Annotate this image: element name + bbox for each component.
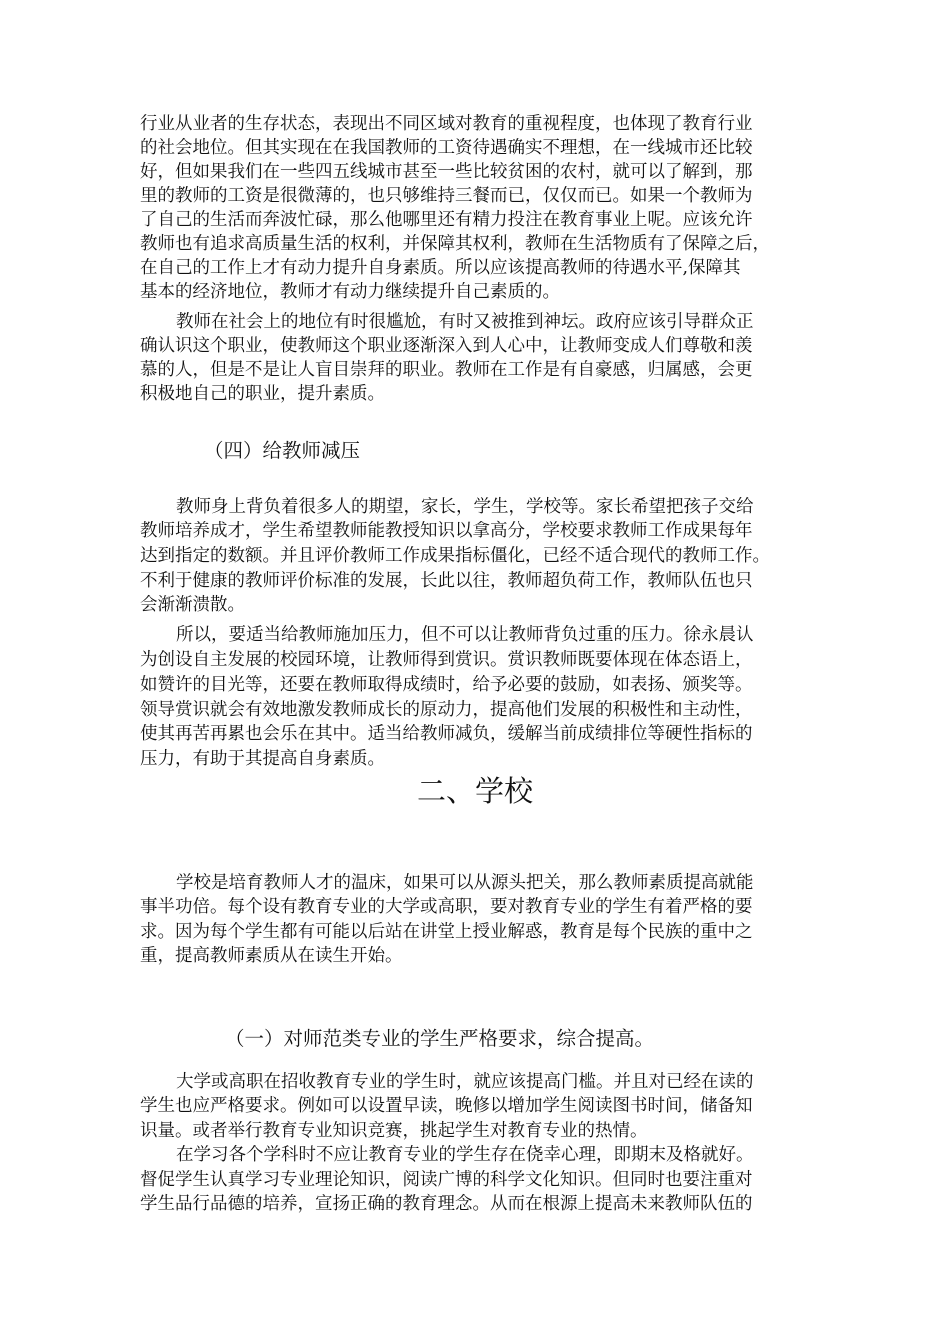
text-line: 学生品行品德的培养，宣扬正确的教育理念。从而在根源上提高未来教师队伍的 [140,1194,753,1214]
text-line: 在自己的工作上才有动力提升自身素质。所以应该提高教师的待遇水平,保障其 [140,258,741,278]
text-line: 会渐渐溃散。 [140,595,245,615]
text-line: 了自己的生活而奔波忙碌，那么他哪里还有精力投注在教育事业上呢。应该允许 [140,210,753,230]
text-line: 确认识这个职业，使教师这个职业逐渐深入到人心中，让教师变成人们尊敬和羡 [140,336,753,356]
text-line: 求。因为每个学生都有可能以后站在讲堂上授业解惑，教育是每个民族的重中之 [140,922,753,942]
text-line: 压力，有助于其提高自身素质。 [140,749,385,769]
text-line: 为创设自主发展的校园环境，让教师得到赏识。赏识教师既要体现在体态语上， [140,650,753,670]
text-line: 如赞许的目光等，还要在教师取得成绩时，给予必要的鼓励，如表扬、颁奖等。 [140,675,753,695]
text-line: 学校是培育教师人才的温床，如果可以从源头把关，那么教师素质提高就能 [176,873,754,893]
text-line: 所以，要适当给教师施加压力，但不可以让教师背负过重的压力。徐永晨认 [176,625,754,645]
text-line: 识量。或者举行教育专业知识竞赛，挑起学生对教育专业的热情。 [140,1121,648,1141]
text-line: 不利于健康的教师评价标准的发展，长此以往，教师超负荷工作，教师队伍也只 [140,571,753,591]
section-heading: （一）对师范类专业的学生严格要求，综合提高。 [225,1027,655,1050]
section-heading: （四）给教师减压 [204,439,361,462]
text-line: 行业从业者的生存状态，表现出不同区域对教育的重视程度，也体现了教育行业 [140,114,753,134]
text-line: 教师在社会上的地位有时很尴尬，有时又被推到神坛。政府应该引导群众正 [176,312,754,332]
text-line: 领导赏识就会有效地激发教师成长的原动力，提高他们发展的积极性和主动性， [140,700,753,720]
text-line: 里的教师的工资是很微薄的，也只够维持三餐而已，仅仅而已。如果一个教师为 [140,186,753,206]
text-line: 教师培养成才，学生希望教师能教授知识以拿高分，学校要求教师工作成果每年 [140,521,753,541]
text-line: 基本的经济地位，教师才有动力继续提升自己素质的。 [140,282,560,302]
text-line: 在学习各个学科时不应让教育专业的学生存在侥幸心理，即期末及格就好。 [176,1145,754,1165]
text-line: 教师身上背负着很多人的期望，家长，学生，学校等。家长希望把孩子交给 [176,497,754,517]
text-line: 大学或高职在招收教育专业的学生时，就应该提高门槛。并且对已经在读的 [176,1072,754,1092]
text-line: 事半功倍。每个设有教育专业的大学或高职，要对教育专业的学生有着严格的要 [140,897,753,917]
text-line: 教师也有追求高质量生活的权利，并保障其权利，教师在生活物质有了保障之后， [140,234,770,254]
chapter-heading: 二、学校 [416,774,533,808]
text-line: 的社会地位。但其实现在在我国教师的工资待遇确实不理想，在一线城市还比较 [140,138,753,158]
text-line: 好，但如果我们在一些四五线城市甚至一些比较贫困的农村，就可以了解到，那 [140,162,753,182]
text-line: 重，提高教师素质从在读生开始。 [140,946,403,966]
text-line: 积极地自己的职业，提升素质。 [140,384,385,404]
text-line: 使其再苦再累也会乐在其中。适当给教师减负，缓解当前成绩排位等硬性指标的 [140,724,753,744]
text-line: 慕的人，但是不是让人盲目崇拜的职业。教师在工作是有自豪感，归属感，会更 [140,360,753,380]
text-line: 达到指定的数额。并且评价教师工作成果指标僵化，已经不适合现代的教师工作。 [140,546,770,566]
text-line: 督促学生认真学习专业理论知识，阅读广博的科学文化知识。但同时也要注重对 [140,1170,753,1190]
text-line: 学生也应严格要求。例如可以设置早读，晚修以增加学生阅读图书时间，储备知 [140,1096,753,1116]
